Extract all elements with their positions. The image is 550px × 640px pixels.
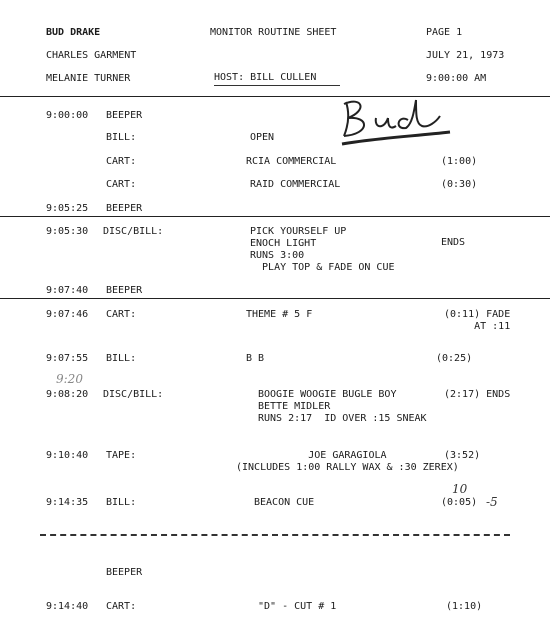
- row-type: CART:: [106, 179, 137, 190]
- row-type: CART:: [106, 309, 137, 320]
- header-rule: [0, 96, 550, 97]
- handwritten-time-note: 9:20: [56, 372, 83, 386]
- row-time: 9:10:40: [46, 450, 89, 461]
- row-content: "D" - CUT # 1: [258, 601, 337, 612]
- row-type: BEEPER: [106, 567, 143, 578]
- host-underline: [214, 85, 340, 86]
- row-time: 9:00:00: [46, 110, 89, 121]
- row-time: 9:07:46: [46, 309, 89, 320]
- row-type: BEEPER: [106, 203, 143, 214]
- writer-name-2: CHARLES GARMENT: [46, 50, 137, 61]
- row-content: B B: [246, 353, 265, 364]
- row-content: JOE GARAGIOLA (INCLUDES 1:00 RALLY WAX & :30 ZEREX): [236, 450, 459, 473]
- row-duration: (1:10): [446, 601, 483, 612]
- handwritten-duration-note: 10: [452, 482, 468, 496]
- row-type: BILL:: [106, 353, 137, 364]
- row-type: CART:: [106, 601, 137, 612]
- row-content: RAID COMMERCIAL: [250, 179, 341, 190]
- row-duration: (1:00): [441, 156, 478, 167]
- row-duration: (0:11) FADE AT :11: [444, 309, 511, 332]
- row-type: DISC/BILL:: [103, 389, 164, 400]
- row-content: PICK YOURSELF UP ENOCH LIGHT RUNS 3:00 PLAY TOP & FADE ON CUE: [250, 226, 395, 273]
- row-time: 9:14:40: [46, 601, 89, 612]
- row-time: 9:07:40: [46, 285, 89, 296]
- writer-name-1: BUD DRAKE: [46, 27, 101, 38]
- row-content: BOOGIE WOOGIE BUGLE BOY BETTE MIDLER RUNS 2:17 ID OVER :15 SNEAK: [258, 389, 427, 424]
- row-time: 9:07:55: [46, 353, 89, 364]
- row-type: TAPE:: [106, 450, 137, 461]
- row-time: 9:05:30: [46, 226, 89, 237]
- row-type: DISC/BILL:: [103, 226, 164, 237]
- signature-scribble: [336, 92, 456, 152]
- row-duration: ENDS: [441, 237, 466, 248]
- row-type: CART:: [106, 156, 137, 167]
- start-time: 9:00:00 AM: [426, 73, 487, 84]
- row-time: 9:14:35: [46, 497, 89, 508]
- row-duration: (0:05): [441, 497, 478, 508]
- host-line: HOST: BILL CULLEN: [214, 72, 317, 83]
- dashed-divider: [40, 534, 510, 536]
- handwritten-offset-note: -5: [486, 495, 498, 509]
- section-rule: [0, 298, 550, 299]
- row-content: OPEN: [250, 132, 275, 143]
- row-duration: (2:17) ENDS: [444, 389, 511, 400]
- row-duration: (0:25): [436, 353, 473, 364]
- row-content: THEME # 5 F: [246, 309, 313, 320]
- row-time: 9:08:20: [46, 389, 89, 400]
- row-type: BILL:: [106, 132, 137, 143]
- row-type: BEEPER: [106, 110, 143, 121]
- row-content: RCIA COMMERCIAL: [246, 156, 337, 167]
- air-date: JULY 21, 1973: [426, 50, 505, 61]
- row-content: BEACON CUE: [254, 497, 315, 508]
- row-time: 9:05:25: [46, 203, 89, 214]
- row-type: BEEPER: [106, 285, 143, 296]
- row-duration: (3:52): [444, 450, 481, 461]
- sheet-title: MONITOR ROUTINE SHEET: [210, 27, 337, 38]
- row-type: BILL:: [106, 497, 137, 508]
- writer-name-3: MELANIE TURNER: [46, 73, 131, 84]
- section-rule: [0, 216, 550, 217]
- page-number: PAGE 1: [426, 27, 463, 38]
- row-duration: (0:30): [441, 179, 478, 190]
